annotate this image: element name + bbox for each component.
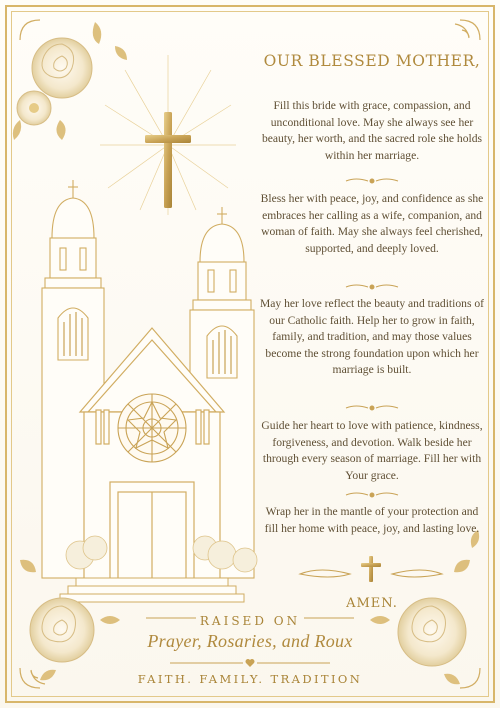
prayer-paragraph-1: Fill this bride with grace, compassion, and unconditional love. May she always see her beauty, her worth, and the sacred role she holds within her marriage. bbox=[261, 99, 483, 162]
heart-icon bbox=[246, 659, 255, 667]
prayer-paragraph-3: May her love reflect the beauty and traditions of our Catholic faith. Help her to grow in faith, family, and tradition, and may those values become the strong foundation upon which her marriage is built. bbox=[259, 297, 485, 377]
prayer-paragraph-5: Wrap her in the mantle of your protection and fill her home with peace, joy, and lasting love. bbox=[264, 505, 480, 535]
prayer-paragraph-2: Bless her with peace, joy, and confidence as she embraces her calling as a wife, companion, and woman of faith. May she always feel cherished, supported, and deeply loved. bbox=[260, 192, 484, 255]
prayer-closing: AMEN. bbox=[346, 596, 398, 611]
prayer-text-column bbox=[258, 52, 486, 611]
brand-name: Prayer, Rosaries, and Roux bbox=[147, 631, 353, 651]
rose-window bbox=[118, 394, 186, 462]
cross-icon bbox=[361, 556, 381, 582]
raised-on-label: RAISED ON bbox=[199, 614, 301, 628]
prayer-paragraph-4: Guide her heart to love with patience, kindness, forgiveness, and devotion. Walk beside her through every season of marriage. Fill her with Your grace. bbox=[261, 419, 483, 482]
prayer-heading: OUR BLESSED MOTHER, bbox=[263, 52, 481, 70]
tagline: FAITH. FAMILY. TRADITION bbox=[137, 672, 363, 686]
rose-icon bbox=[13, 22, 127, 140]
church-steps bbox=[60, 578, 244, 602]
